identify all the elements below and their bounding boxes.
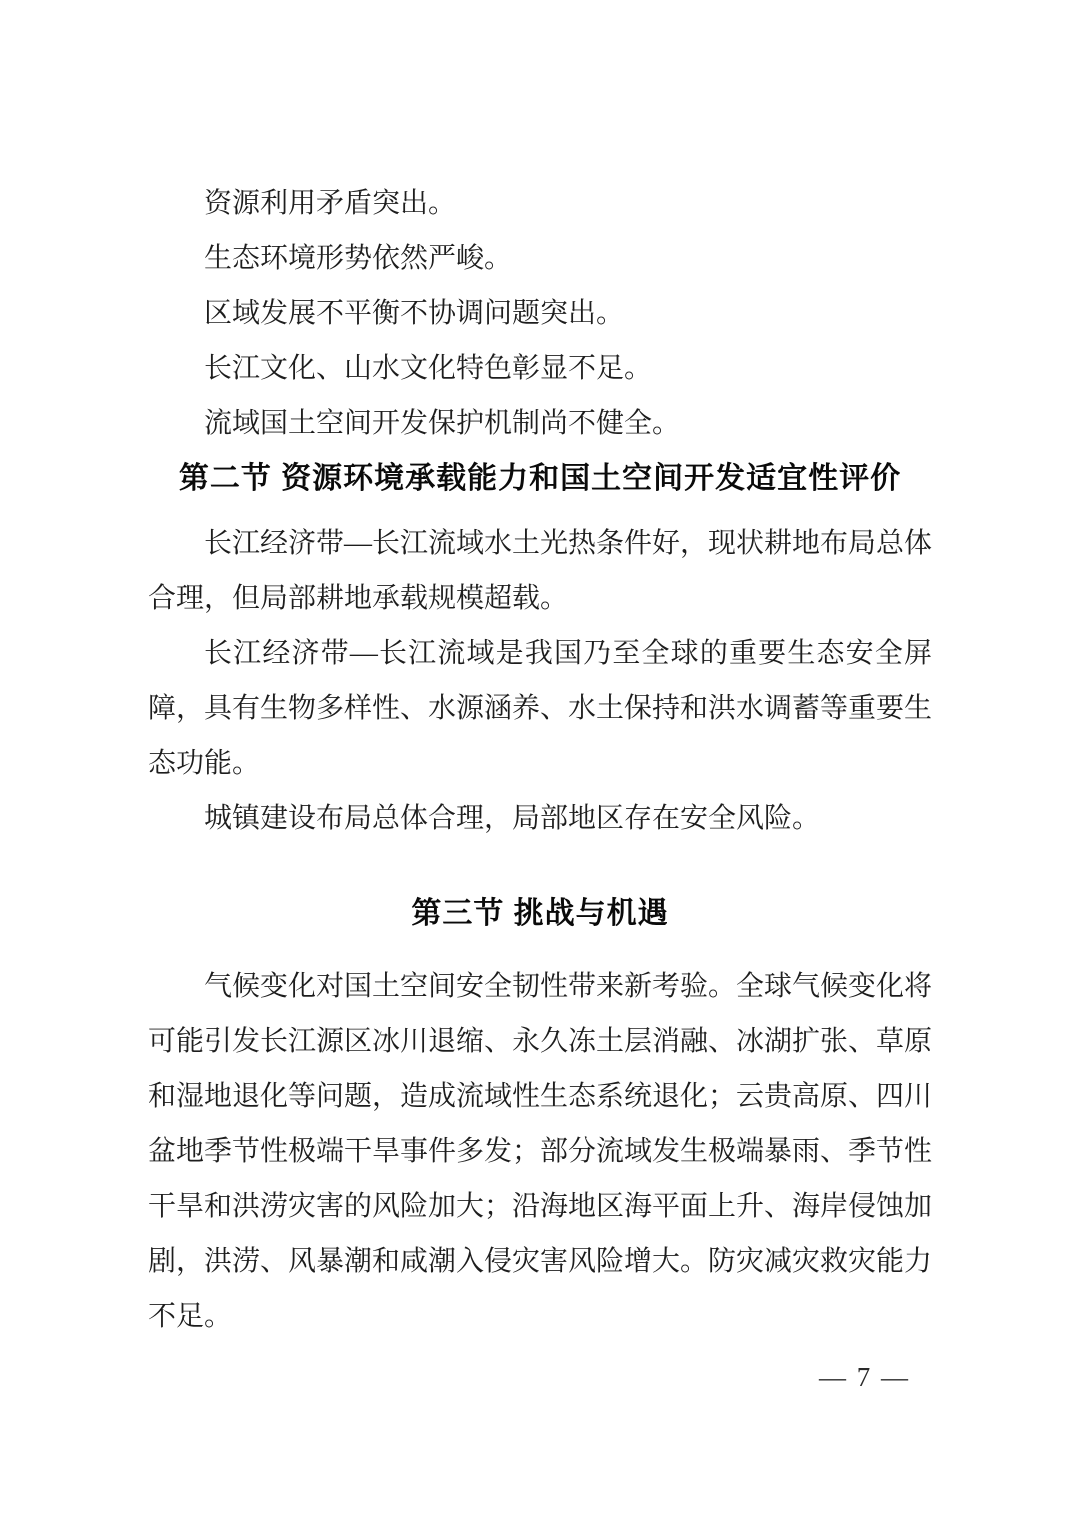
text-line: 可能引发长江源区冰川退缩、永久冻土层消融、冰湖扩张、草原 bbox=[148, 1026, 933, 1057]
section3-heading: 第三节 挑战与机遇 bbox=[411, 897, 669, 930]
intro-paragraphs bbox=[148, 176, 932, 451]
intro-line-5: 流域国土空间开发保护机制尚不健全。 bbox=[204, 408, 681, 439]
intro-line-2: 生态环境形势依然严峻。 bbox=[204, 243, 513, 274]
section3-paragraph-1 bbox=[148, 959, 932, 1344]
text-line: 干旱和洪涝灾害的风险加大；沿海地区海平面上升、海岸侵蚀加 bbox=[148, 1191, 933, 1222]
page-number: — 7 — bbox=[819, 1362, 910, 1392]
text-line: 气候变化对国土空间安全韧性带来新考验。全球气候变化将 bbox=[204, 971, 933, 1002]
text-line: 长江经济带—长江流域水土光热条件好，现状耕地布局总体 bbox=[204, 528, 933, 559]
text-line: 盆地季节性极端干旱事件多发；部分流域发生极端暴雨、季节性 bbox=[148, 1136, 933, 1167]
section2-paragraph-2 bbox=[148, 626, 932, 791]
page-content bbox=[148, 176, 932, 1394]
text-line: 合理，但局部耕地承载规模超载。 bbox=[148, 583, 569, 614]
text-line: 剧，洪涝、风暴潮和咸潮入侵灾害风险增大。防灾减灾救灾能力 bbox=[148, 1246, 933, 1277]
intro-line-4: 长江文化、山水文化特色彰显不足。 bbox=[204, 353, 653, 384]
text-line: 态功能。 bbox=[148, 748, 261, 779]
intro-line-1: 资源利用矛盾突出。 bbox=[204, 188, 457, 219]
text-line: 长江经济带—长江流域是我国乃至全球的重要生态安全屏 bbox=[204, 638, 932, 669]
intro-line-3: 区域发展不平衡不协调问题突出。 bbox=[204, 298, 625, 329]
section2-paragraph-1 bbox=[148, 516, 932, 626]
text-line: 城镇建设布局总体合理，局部地区存在安全风险。 bbox=[204, 803, 821, 834]
text-line: 障，具有生物多样性、水源涵养、水土保持和洪水调蓄等重要生 bbox=[148, 693, 933, 724]
section2-heading: 第二节 资源环境承载能力和国土空间开发适宜性评价 bbox=[178, 462, 902, 495]
text-line: 不足。 bbox=[148, 1301, 233, 1332]
section2-paragraph-3 bbox=[148, 791, 932, 846]
text-line: 和湿地退化等问题，造成流域性生态系统退化；云贵高原、四川 bbox=[148, 1081, 933, 1112]
